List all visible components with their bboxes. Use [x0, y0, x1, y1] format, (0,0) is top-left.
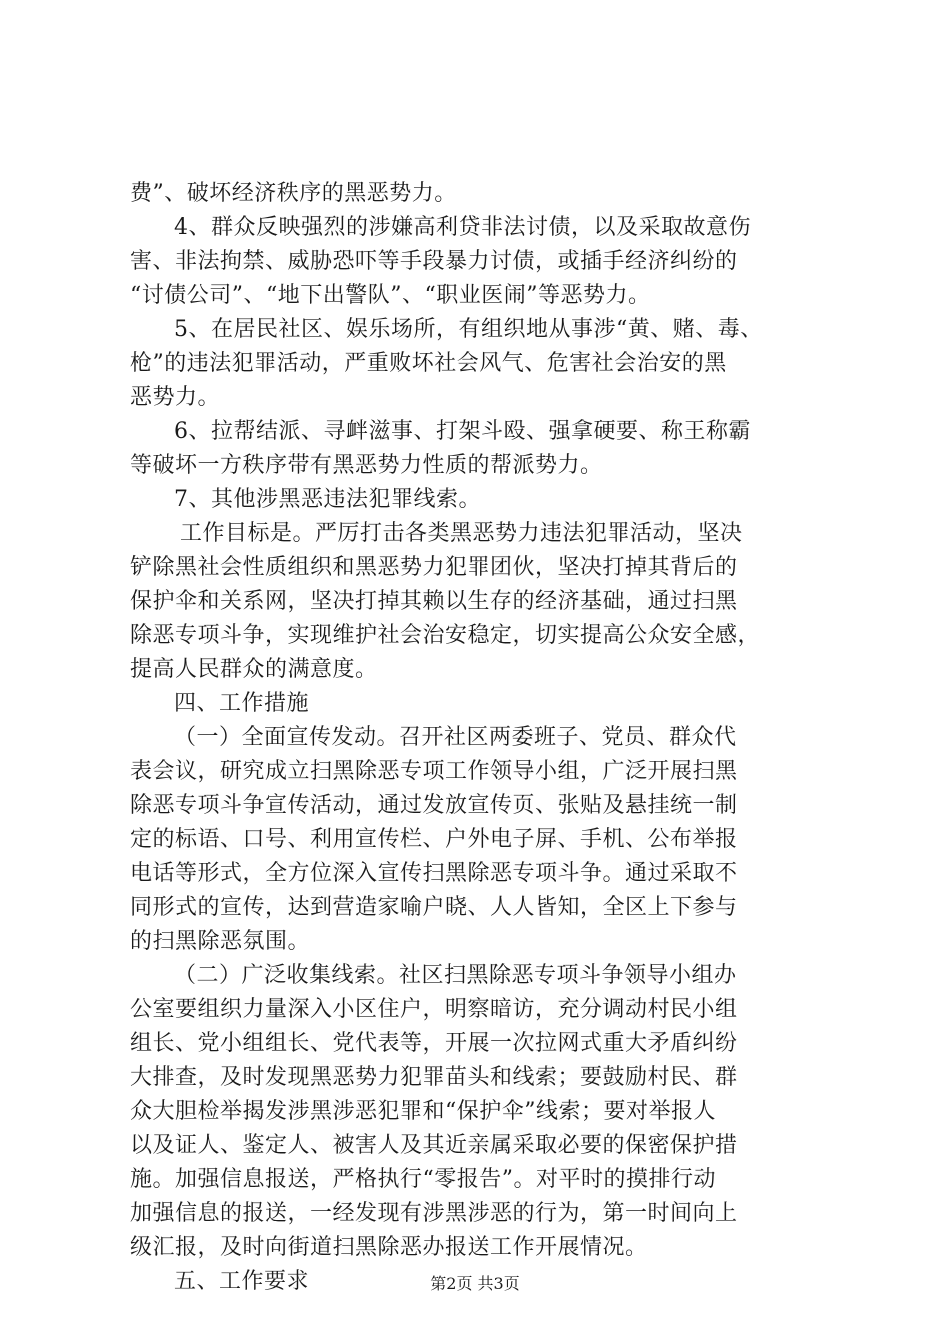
- text-line: 众大胆检举揭发涉黑涉恶犯罪和“保护伞”线索；要对举报人: [130, 1099, 716, 1124]
- text-line: 恶势力。: [130, 385, 221, 410]
- text-line: 除恶专项斗争宣传活动，通过发放宣传页、张贴及悬挂统一制: [130, 793, 738, 818]
- text-line: 7、其他涉黑恶违法犯罪线索。: [174, 487, 481, 512]
- text-line: 工作目标是。严厉打击各类黑恶势力违法犯罪活动，坚决: [180, 521, 743, 546]
- text-line: 大排查，及时发现黑恶势力犯罪苗头和线索；要鼓励村民、群: [130, 1065, 738, 1090]
- document-body: [130, 177, 830, 1299]
- text-line: 施。加强信息报送，严格执行“零报告”。对平时的摸排行动: [130, 1167, 716, 1192]
- text-line: 费”、破坏经济秩序的黑恶势力。: [130, 181, 457, 206]
- text-line: 以及证人、鉴定人、被害人及其近亲属采取必要的保密保护措: [130, 1133, 738, 1158]
- text-line: 加强信息的报送，一经发现有涉黑涉恶的行为，第一时间向上: [130, 1201, 738, 1226]
- text-line: 定的标语、口号、利用宣传栏、户外电子屏、手机、公布举报: [130, 827, 738, 852]
- text-line: 组长、党小组组长、党代表等，开展一次拉网式重大矛盾纠纷: [130, 1031, 738, 1056]
- text-line: （一）全面宣传发动。召开社区两委班子、党员、群众代: [174, 725, 737, 750]
- page-footer: 第2页 共3页: [430, 1274, 520, 1293]
- text-line: 6、拉帮结派、寻衅滋事、打架斗殴、强拿硬要、称王称霸: [174, 419, 751, 444]
- text-line: 保护伞和关系网，坚决打掉其赖以生存的经济基础，通过扫黑: [130, 589, 738, 614]
- text-line: 电话等形式，全方位深入宣传扫黑除恶专项斗争。通过采取不: [130, 861, 738, 886]
- text-line: “讨债公司”、“地下出警队”、“职业医闹”等恶势力。: [130, 283, 651, 308]
- section-heading: 五、工作要求: [174, 1269, 310, 1294]
- text-line: 级汇报，及时向街道扫黑除恶办报送工作开展情况。: [130, 1235, 648, 1260]
- text-line: 表会议，研究成立扫黑除恶专项工作领导小组，广泛开展扫黑: [130, 759, 738, 784]
- text-line: 5、在居民社区、娱乐场所，有组织地从事涉“黄、赌、毒、: [174, 317, 763, 342]
- text-line: 的扫黑除恶氛围。: [130, 929, 311, 954]
- text-line: 等破坏一方秩序带有黑恶势力性质的帮派势力。: [130, 453, 603, 478]
- section-heading: 四、工作措施: [174, 691, 310, 716]
- text-line: 公室要组织力量深入小区住户，明察暗访，充分调动村民小组: [130, 997, 738, 1022]
- text-line: 除恶专项斗争，实现维护社会治安稳定，切实提高公众安全感，: [130, 623, 761, 648]
- text-line: 同形式的宣传，达到营造家喻户晓、人人皆知，全区上下参与: [130, 895, 738, 920]
- text-line: 铲除黑社会性质组织和黑恶势力犯罪团伙，坚决打掉其背后的: [130, 555, 738, 580]
- text-line: 枪”的违法犯罪活动，严重败坏社会风气、危害社会治安的黑: [130, 351, 727, 376]
- text-line: 提高人民群众的满意度。: [130, 657, 378, 682]
- text-line: （二）广泛收集线索。社区扫黑除恶专项斗争领导小组办: [174, 963, 737, 988]
- text-line: 4、群众反映强烈的涉嫌高利贷非法讨债，以及采取故意伤: [174, 215, 751, 240]
- text-line: 害、非法拘禁、威胁恐吓等手段暴力讨债，或插手经济纠纷的: [130, 249, 738, 274]
